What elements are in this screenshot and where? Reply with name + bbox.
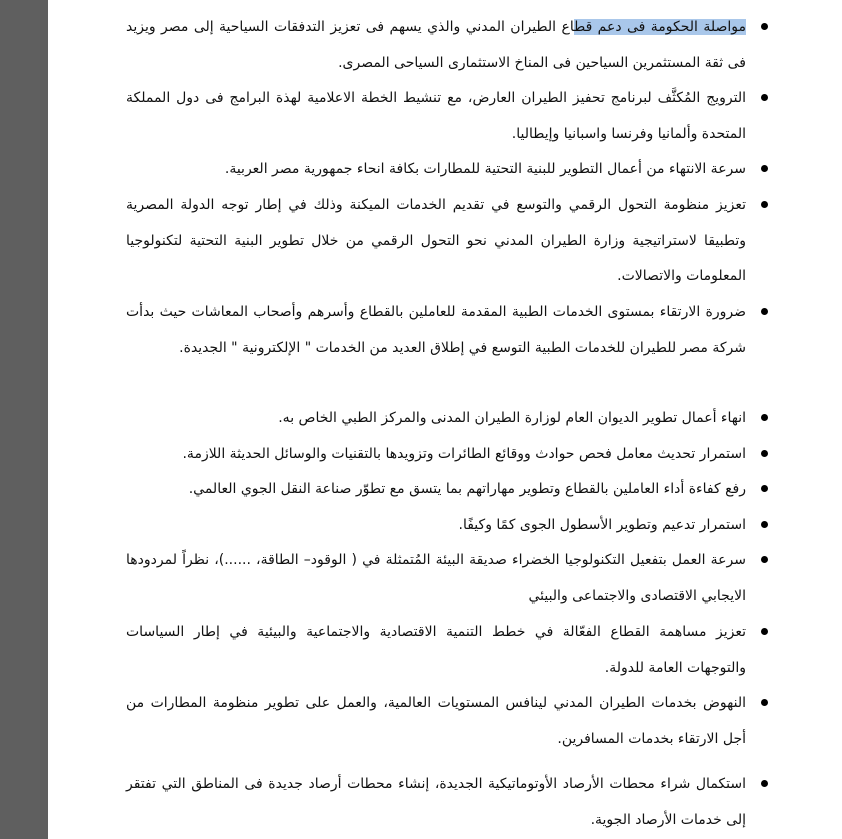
list-item-text: رفع كفاءة أداء العاملين بالقطاع وتطوير مهاراتهم بما يتسق مع تطوّر صناعة النقل الجوي العالمي. [188, 481, 746, 497]
list-item-text: استمرار تدعيم وتطوير الأسطول الجوى كمًا وكيفًا. [458, 517, 746, 533]
bullet-icon [761, 165, 768, 172]
list-item-text: اع الطيران المدني والذي يسهم فى تعزيز التدفقات السياحية إلى مصر ويزيد فى ثقة المستثمرين السياحين فى المناخ الاستثمارى السياحى المصرى. [126, 19, 746, 71]
list-item-text: سرعة العمل بتفعيل التكنولوجيا الخضراء صديقة البيئة المُتمثلة في ( الوقود– الطاقة، ......)، نظراً لمردودها الايجابي الاقتصادى والاجتماعى والبيئي [126, 552, 746, 604]
list-item-text: سرعة الانتهاء من أعمال التطوير للبنية التحتية للمطارات بكافة انحاء جمهورية مصر العربية. [224, 161, 746, 177]
list-item [126, 767, 746, 838]
bullet-icon [761, 699, 768, 706]
bullet-icon [761, 556, 768, 563]
bullet-icon [761, 308, 768, 315]
list-item [126, 508, 746, 544]
window-gutter [0, 0, 48, 839]
list-item [126, 437, 746, 473]
list-item-text: استكمال شراء محطات الأرصاد الأوتوماتيكية الجديدة، إنشاء محطات أرصاد جديدة فى المناطق التي تفتقر إلى خدمات الأرصاد الجوية. [126, 776, 746, 828]
bullet-icon [761, 201, 768, 208]
selected-text[interactable]: مواصلة الحكومة فى دعم قط [574, 19, 746, 35]
list-item-text: ضرورة الارتقاء بمستوى الخدمات الطبية المقدمة للعاملين بالقطاع وأسرهم وأصحاب المعاشات حيث بدأت شركة مصر للطيران للخدمات الطبية التوسع في إطلاق العديد من الخدمات " الإلكترونية " الجديدة. [126, 304, 746, 356]
list-item [126, 472, 746, 508]
list-item [126, 686, 746, 757]
bullet-icon [761, 94, 768, 101]
list-item [126, 401, 746, 437]
bullet-icon [761, 414, 768, 421]
list-item-text: انهاء أعمال تطوير الديوان العام لوزارة الطيران المدنى والمركز الطبي الخاص به. [278, 410, 746, 426]
bullet-icon [761, 780, 768, 787]
list-item [126, 615, 746, 686]
list-item [126, 81, 746, 152]
bullet-icon [761, 450, 768, 457]
list-item [126, 152, 746, 188]
list-item-text: استمرار تحديث معامل فحص حوادث ووقائع الطائرات وتزويدها بالتقنيات والوسائل الحديثة اللازمة. [182, 446, 746, 462]
bullet-icon [761, 485, 768, 492]
list-item-text: النهوض بخدمات الطيران المدني لينافس المستويات العالمية، والعمل على تطوير منظومة المطارات من أجل الارتقاء بخدمات المسافرين. [126, 695, 746, 747]
list-item [126, 543, 746, 614]
list-item-text: الترويج المُكثَّف لبرنامج تحفيز الطيران العارض، مع تنشيط الخطة الاعلامية لهذة البرامج فى دول المملكة المتحدة وألمانيا وفرنسا واسبانيا وإيطاليا. [126, 90, 746, 142]
list-item-text: تعزيز منظومة التحول الرقمي والتوسع في تقديم الخدمات الميكنة وذلك في إطار توجه الدولة المصرية وتطبيقا لاستراتيجية وزارة الطيران المدني نحو التحول الرقمي من خلال تطوير البنية التحتية لتكنولوجيا المعلومات والاتصالات. [126, 197, 746, 284]
bullet-icon [761, 521, 768, 528]
list-item [126, 188, 746, 295]
list-item [126, 10, 746, 81]
bullet-icon [761, 23, 768, 30]
list-item-text: تعزيز مساهمة القطاع الفعّالة في خطط التنمية الاقتصادية والاجتماعية والبيئية في إطار السياسات والتوجهات العامة للدولة. [126, 624, 746, 676]
list-item [126, 295, 746, 366]
bullet-icon [761, 628, 768, 635]
